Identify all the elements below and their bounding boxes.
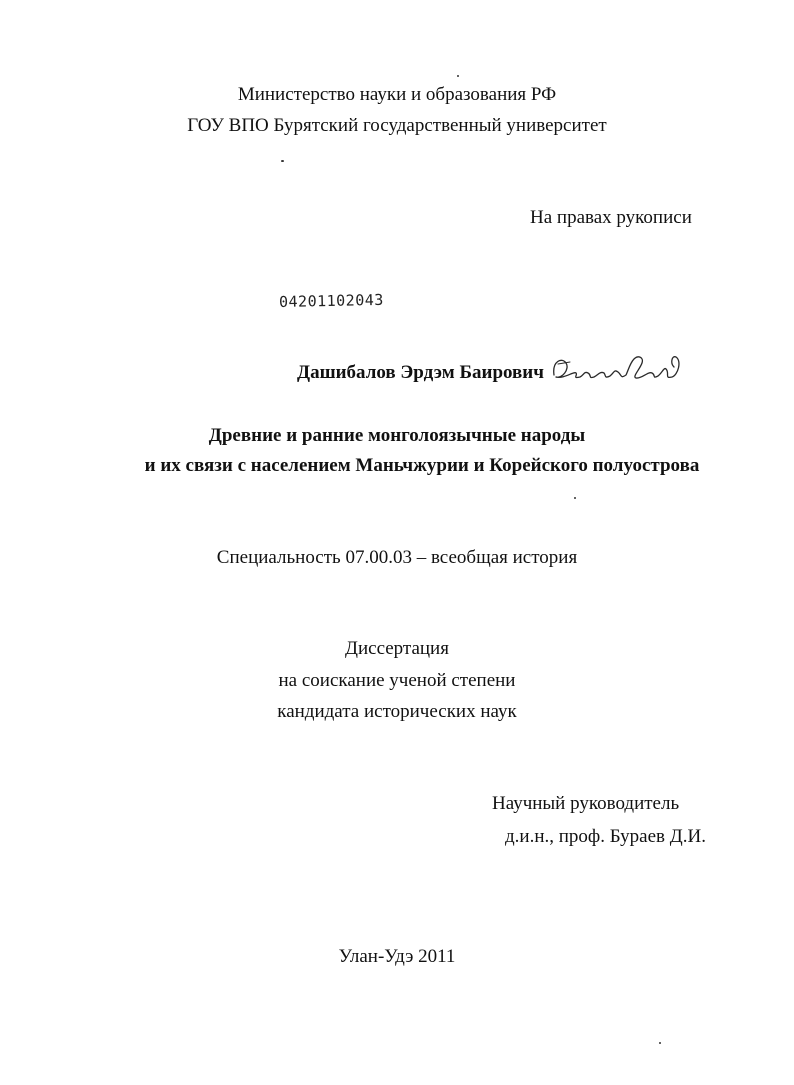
degree-line-3: кандидата исторических наук xyxy=(277,701,517,722)
specialty: Специальность 07.00.03 – всеобщая история xyxy=(216,547,578,568)
ministry-heading: Министерство науки и образования РФ xyxy=(237,84,557,105)
author-signature xyxy=(548,349,688,389)
scan-speck xyxy=(574,497,576,499)
supervisor-label: Научный руководитель xyxy=(492,793,680,814)
manuscript-note: На правах рукописи xyxy=(530,207,692,228)
degree-line-1: Диссертация xyxy=(345,638,449,659)
university-heading: ГОУ ВПО Бурятский государственный университет xyxy=(187,115,607,136)
place-and-year: Улан-Удэ 2011 xyxy=(338,946,456,967)
dissertation-title-line-1: Древние и ранние монголоязычные народы xyxy=(208,425,586,446)
registration-number-stamp: 04201102043 xyxy=(278,290,385,311)
scan-speck xyxy=(457,75,459,77)
dissertation-title-line-2: и их связи с населением Маньчжурии и Корейского полуострова xyxy=(144,455,700,476)
scan-speck xyxy=(659,1042,661,1044)
supervisor-name: д.и.н., проф. Бураев Д.И. xyxy=(505,826,706,847)
scan-speck xyxy=(281,160,284,162)
degree-line-2: на соискание ученой степени xyxy=(278,670,516,691)
author-name: Дашибалов Эрдэм Баирович xyxy=(297,362,544,383)
